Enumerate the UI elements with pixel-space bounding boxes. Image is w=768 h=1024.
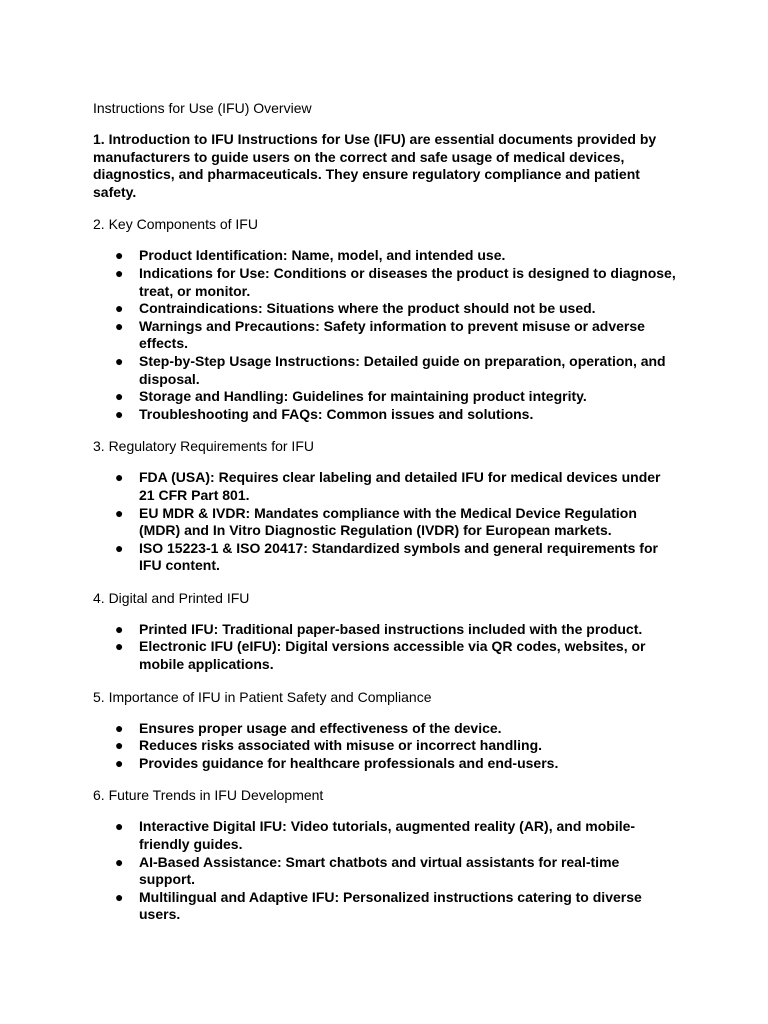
- section-digital-printed: [93, 589, 676, 674]
- section-heading: 3. Regulatory Requirements for IFU: [93, 438, 314, 455]
- list-item-text: Product Identification: Name, model, and intended use.: [139, 247, 506, 264]
- bullet-list: [93, 247, 676, 423]
- list-item: [93, 265, 676, 300]
- bullet-icon: ●: [115, 300, 124, 317]
- list-item-text: Reduces risks associated with misuse or incorrect handling.: [139, 737, 543, 754]
- list-item-text: Electronic IFU (eIFU): Digital versions accessible via QR codes, websites, or mobile applications.: [139, 638, 646, 673]
- list-item: [93, 854, 676, 889]
- section-regulatory-requirements: [93, 437, 676, 575]
- list-item-text: Indications for Use: Conditions or diseases the product is designed to diagnose, treat, or monitor.: [139, 264, 676, 299]
- bullet-icon: ●: [115, 754, 124, 771]
- bullet-list: [93, 818, 676, 924]
- bullet-icon: ●: [115, 539, 124, 556]
- bullet-list: [93, 469, 676, 575]
- section-importance: [93, 688, 676, 773]
- bullet-icon: ●: [115, 888, 124, 905]
- list-item-text: Contraindications: Situations where the product should not be used.: [139, 300, 596, 317]
- list-item-text: Ensures proper usage and effectiveness of the device.: [139, 719, 502, 736]
- list-item-text: FDA (USA): Requires clear labeling and detailed IFU for medical devices under 21 CFR Part 801.: [139, 469, 661, 503]
- section-key-components: [93, 215, 676, 423]
- bullet-icon: ●: [115, 352, 124, 369]
- list-item: [93, 755, 676, 773]
- list-item-text: Storage and Handling: Guidelines for maintaining product integrity.: [139, 388, 587, 405]
- bullet-icon: ●: [115, 638, 124, 655]
- bullet-icon: ●: [115, 737, 124, 754]
- list-item-text: Interactive Digital IFU: Video tutorials, augmented reality (AR), and mobile-friendly guides.: [139, 818, 636, 853]
- list-item: [93, 300, 676, 318]
- bullet-icon: ●: [115, 719, 124, 736]
- intro-paragraph: 1. Introduction to IFU Instructions for Use (IFU) are essential documents provided by manufacturers to guide users on the correct and safe usage of medical devices, diagnostics, and pharmaceuticals. They ensure regulatory compliance and patient safety.: [93, 131, 657, 200]
- bullet-list: [93, 621, 676, 674]
- document-title: Instructions for Use (IFU) Overview: [93, 100, 312, 116]
- list-item-text: Warnings and Precautions: Safety information to prevent misuse or adverse effects.: [139, 317, 645, 352]
- list-item: [93, 621, 676, 639]
- list-item: [93, 406, 676, 424]
- list-item: [93, 818, 676, 853]
- list-item-text: Provides guidance for healthcare professionals and end-users.: [139, 754, 559, 771]
- bullet-icon: ●: [115, 388, 124, 405]
- list-item-text: Step-by-Step Usage Instructions: Detailed guide on preparation, operation, and disposal.: [139, 352, 666, 387]
- bullet-icon: ●: [115, 504, 124, 521]
- bullet-icon: ●: [115, 264, 124, 281]
- list-item: [93, 318, 676, 353]
- list-item: [93, 388, 676, 406]
- list-item: [93, 889, 676, 924]
- list-item-text: ISO 15223-1 & ISO 20417: Standardized symbols and general requirements for IFU content.: [139, 539, 658, 574]
- section-heading: 2. Key Components of IFU: [93, 216, 258, 233]
- list-item-text: EU MDR & IVDR: Mandates compliance with the Medical Device Regulation (MDR) and In Vitro Diagnostic Regulation (IVDR) for European markets.: [139, 504, 637, 539]
- list-item-text: Printed IFU: Traditional paper-based instructions included with the product.: [139, 620, 643, 637]
- list-item-text: AI-Based Assistance: Smart chatbots and virtual assistants for real-time support.: [139, 853, 620, 888]
- list-item: [93, 247, 676, 265]
- bullet-icon: ●: [115, 818, 124, 835]
- list-item: [93, 353, 676, 388]
- bullet-list: [93, 720, 676, 773]
- bullet-icon: ●: [115, 247, 124, 264]
- bullet-icon: ●: [115, 469, 124, 486]
- section-heading: 6. Future Trends in IFU Development: [93, 787, 324, 804]
- bullet-icon: ●: [115, 405, 124, 422]
- list-item: [93, 737, 676, 755]
- bullet-icon: ●: [115, 853, 124, 870]
- section-future-trends: [93, 786, 676, 924]
- list-item: [93, 505, 676, 540]
- list-item: [93, 720, 676, 738]
- list-item: [93, 540, 676, 575]
- list-item: [93, 469, 676, 504]
- bullet-icon: ●: [115, 317, 124, 334]
- list-item-text: Troubleshooting and FAQs: Common issues and solutions.: [139, 405, 534, 422]
- bullet-icon: ●: [115, 620, 124, 637]
- section-heading: 5. Importance of IFU in Patient Safety and Compliance: [93, 688, 432, 705]
- list-item: [93, 638, 676, 673]
- list-item-text: Multilingual and Adaptive IFU: Personalized instructions catering to diverse users.: [139, 888, 642, 923]
- section-heading: 4. Digital and Printed IFU: [93, 589, 250, 606]
